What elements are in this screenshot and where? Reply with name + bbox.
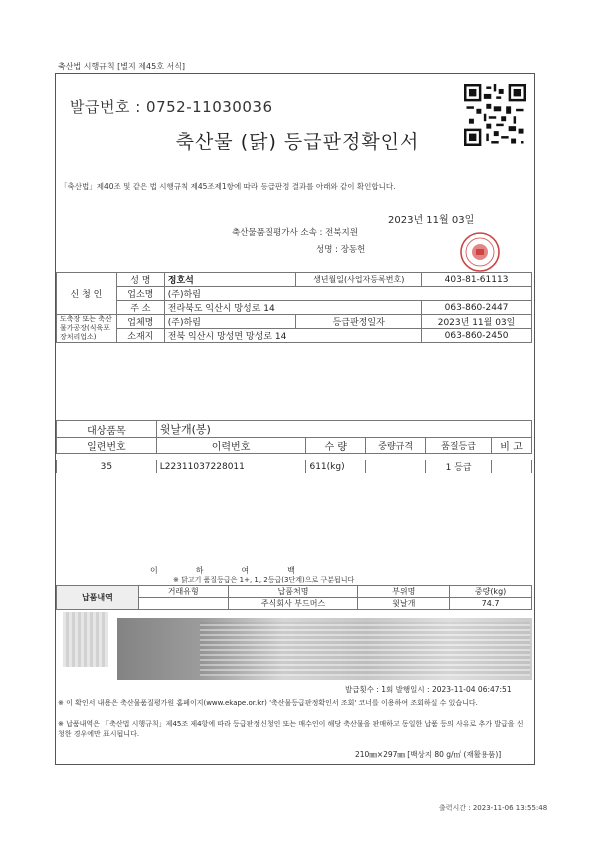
table-row bbox=[57, 460, 532, 473]
grading-date-value: 2023년 11월 03일 bbox=[422, 315, 532, 329]
address-phone: 063-860-2447 bbox=[422, 301, 532, 315]
redacted-texture bbox=[200, 622, 530, 676]
applicant-table bbox=[56, 272, 532, 343]
business-value: (주)하림 bbox=[164, 287, 531, 301]
col-grade: 품질등급 bbox=[426, 438, 492, 454]
business-label: 업소명 bbox=[116, 287, 164, 301]
name-value: 정호석 bbox=[164, 273, 295, 287]
footnote-2: ※ 납품내역은 「축산법 시행규칙」제45조 제4항에 따라 등급판정신청인 또는 매수인이 해당 축산물을 판매하고 동일한 납품 등의 사유로 추가 발급을 신청한 경우에만 표시됩니다. bbox=[58, 720, 524, 738]
signer-name: 성명 : 장동헌 bbox=[316, 245, 366, 255]
print-time: 출력시간 : 2023-11-06 13:55:48 bbox=[439, 804, 548, 812]
cell-grade: 1 등급 bbox=[426, 460, 492, 473]
birth-value: 403-81-61113 bbox=[422, 273, 532, 287]
col-weight-spec: 중량규격 bbox=[366, 438, 426, 454]
col-serial: 일련번호 bbox=[57, 438, 157, 454]
item-table-body bbox=[56, 460, 532, 473]
grade-note: ※ 닭고기 품질등급은 1+, 1, 2등급(3단계)으로 구분됩니다 bbox=[173, 576, 355, 584]
legal-basis-text: 「축산법」제40조 및 같은 법 시행규칙 제45조제1항에 따라 등급판정 결과를 아래와 같이 확인합니다. bbox=[60, 182, 396, 191]
col-recipient: 납품처명 bbox=[228, 586, 358, 598]
item-table-header bbox=[56, 420, 532, 454]
inspector-org: 축산물품질평가사 소속 : 전북지원 bbox=[232, 228, 358, 238]
cell-quantity: 611(kg) bbox=[306, 460, 366, 473]
col-weight: 중량(kg) bbox=[450, 586, 532, 598]
delivery-table bbox=[56, 585, 532, 610]
col-part: 부위명 bbox=[358, 586, 450, 598]
location-label: 소재지 bbox=[116, 329, 164, 343]
col-trade-type: 거래유형 bbox=[138, 586, 228, 598]
footnote-1: ※ 이 확인서 내용은 축산물품질평가원 홈페이지(www.ekape.or.kr) '축산물등급판정확인서 조회' 코너를 이용하여 조회하실 수 있습니다. bbox=[58, 699, 478, 707]
col-quantity: 수 량 bbox=[306, 438, 366, 454]
cell-weight-spec bbox=[366, 460, 426, 473]
slaughter-section-label: 도축장 또는 축산물가공장(식육포장처리업소) bbox=[57, 315, 117, 343]
name-label: 성 명 bbox=[116, 273, 164, 287]
qr-code-icon bbox=[464, 84, 526, 146]
address-label: 주 소 bbox=[116, 301, 164, 315]
delivery-label: 납품내역 bbox=[57, 586, 139, 610]
issue-date: 2023년 11월 03일 bbox=[388, 215, 475, 226]
col-remarks: 비 고 bbox=[492, 438, 532, 454]
item-label: 대상품목 bbox=[57, 421, 157, 438]
cell-recipient: 주식회사 부드머스 bbox=[228, 598, 358, 610]
company-label: 업체명 bbox=[116, 315, 164, 329]
item-value: 윗날개(봉) bbox=[156, 421, 531, 438]
applicant-section-label: 신 청 인 bbox=[57, 273, 117, 315]
cell-trace-number: L22311037228011 bbox=[156, 460, 306, 473]
cell-remarks bbox=[492, 460, 532, 473]
redacted-area bbox=[63, 612, 108, 667]
issue-number: 발급번호 : 0752-11030036 bbox=[70, 98, 273, 116]
cell-weight: 74.7 bbox=[450, 598, 532, 610]
form-label: 축산법 시행규칙 [별지 제45호 서식] bbox=[58, 62, 186, 71]
document-title: 축산물 (닭) 등급판정확인서 bbox=[175, 131, 420, 153]
issue-meta: 발급횟수 : 1회 발행일시 : 2023-11-04 06:47:51 bbox=[345, 685, 512, 694]
grading-date-label: 등급판정일자 bbox=[296, 315, 422, 329]
blank-below-marker: 이하여백 bbox=[150, 566, 333, 575]
birth-label: 생년월일(사업자등록번호) bbox=[296, 273, 422, 287]
location-value: 전북 익산시 망성면 망성로 14 bbox=[164, 329, 421, 343]
location-phone: 063-860-2450 bbox=[422, 329, 532, 343]
cell-part: 윗날개 bbox=[358, 598, 450, 610]
cell-trade-type bbox=[138, 598, 228, 610]
official-seal-icon bbox=[459, 231, 501, 273]
address-value: 전라북도 익산시 망성로 14 bbox=[164, 301, 421, 315]
cell-serial: 35 bbox=[57, 460, 157, 473]
company-value: (주)하림 bbox=[164, 315, 295, 329]
paper-spec: 210㎜×297㎜ [백상지 80 g/㎡ (재활용품)] bbox=[355, 750, 502, 759]
col-trace-number: 이력번호 bbox=[156, 438, 306, 454]
